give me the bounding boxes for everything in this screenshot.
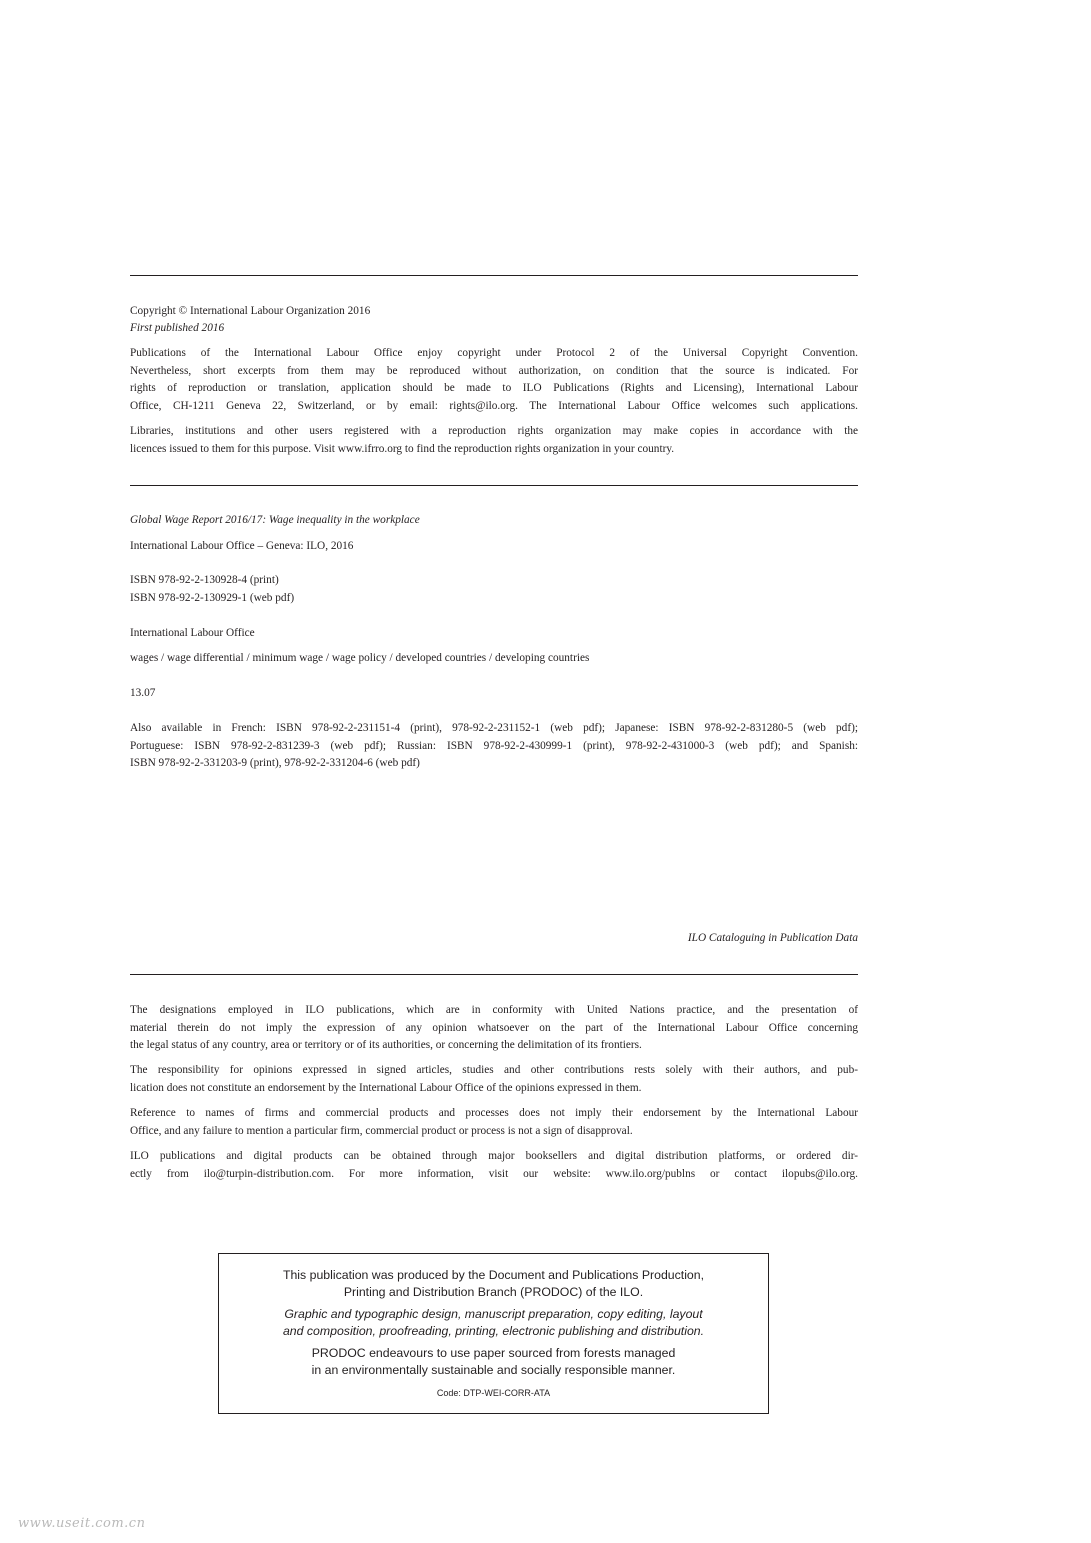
also-available-paragraph bbox=[130, 720, 858, 773]
classification-number: 13.07 bbox=[130, 687, 156, 699]
isbn-web: ISBN 978-92-2-130929-1 (web pdf) bbox=[130, 592, 295, 604]
prodoc-line: Printing and Distribution Branch (PRODOC) of the ILO. bbox=[343, 1285, 644, 1299]
first-published: First published 2016 bbox=[130, 322, 225, 334]
designations-line: the legal status of any country, area or territory or of its authorities, or concerning the delimitation of its frontiers. bbox=[130, 1039, 642, 1051]
distribution-line: ILO publications and digital products can be obtained through major booksellers and digital distribution platforms, or ordered dir- bbox=[130, 1150, 858, 1162]
responsibility-line: lication does not constitute an endorsement by the International Labour Office of the opinions expressed in them. bbox=[130, 1081, 642, 1094]
isbn-print: ISBN 978-92-2-130928-4 (print) bbox=[130, 574, 279, 586]
designations-line: material therein do not imply the expression of any opinion whatsoever on the part of the International Labour Office concerning bbox=[130, 1021, 858, 1034]
prodoc-services-line: Graphic and typographic design, manuscript preparation, copy editing, layout bbox=[284, 1307, 703, 1321]
also-available-line: ISBN 978-92-2-331203-9 (print), 978-92-2-331204-6 (web pdf) bbox=[130, 757, 420, 769]
copyright-para-line: Publications of the International Labour Office enjoy copyright under Protocol 2 of the Universal Copyright Convention. bbox=[130, 347, 858, 359]
copyright-para-line: rights of reproduction or translation, application should be made to ILO Publications (Rights and Licensing), International Labour bbox=[130, 382, 858, 394]
copyright-paragraph bbox=[130, 345, 858, 415]
rro-para-line: Libraries, institutions and other users registered with a reproduction rights organization may make copies in accordance with the bbox=[130, 425, 858, 437]
watermark: www.useit.com.cn bbox=[18, 1516, 146, 1531]
responsibility-paragraph bbox=[130, 1062, 858, 1097]
responsibility-line: The responsibility for opinions expressed in signed articles, studies and other contributions rests solely with their authors, and pub- bbox=[130, 1064, 858, 1076]
prodoc-paper-line: in an environmentally sustainable and socially responsible manner. bbox=[311, 1363, 676, 1377]
top-rule bbox=[130, 275, 858, 276]
distribution-paragraph bbox=[130, 1148, 858, 1183]
publication-title: Global Wage Report 2016/17: Wage inequality in the workplace bbox=[130, 514, 420, 526]
distribution-line: ectly from ilo@turpin-distribution.com. For more information, visit our website: www.ilo.org/publns or contact ilopubs@ilo.org. bbox=[130, 1167, 858, 1180]
cip-label: ILO Cataloguing in Publication Data bbox=[687, 932, 858, 944]
lower-rule bbox=[130, 974, 858, 975]
prodoc-box bbox=[218, 1253, 769, 1414]
firms-paragraph bbox=[130, 1105, 858, 1140]
prodoc-code: Code: DTP-WEI-CORR-ATA bbox=[436, 1388, 551, 1398]
rro-para-line: licences issued to them for this purpose. Visit www.ifrro.org to find the reproduction rights organization in your country. bbox=[130, 442, 675, 455]
publisher-line: International Labour Office – Geneva: ILO, 2016 bbox=[130, 540, 354, 552]
copyright-para-line: Office, CH-1211 Geneva 22, Switzerland, or by email: rights@ilo.org. The International Labour Office welcomes such applications. bbox=[130, 399, 858, 412]
designations-line: The designations employed in ILO publications, which are in conformity with United Nations practice, and the presentation of bbox=[130, 1004, 858, 1016]
firms-line: Office, and any failure to mention a particular firm, commercial product or process is not a sign of disapproval. bbox=[130, 1124, 633, 1137]
copyright-line: Copyright © International Labour Organization 2016 bbox=[130, 305, 371, 317]
subject-terms: wages / wage differential / minimum wage / wage policy / developed countries / developing countries bbox=[130, 652, 590, 664]
prodoc-paper-line: PRODOC endeavours to use paper sourced from forests managed bbox=[311, 1346, 676, 1360]
middle-rule bbox=[130, 485, 858, 486]
firms-line: Reference to names of firms and commercial products and processes does not imply their endorsement by the International Labour bbox=[130, 1107, 858, 1119]
rro-paragraph bbox=[130, 423, 858, 458]
designations-paragraph bbox=[130, 1002, 858, 1055]
prodoc-services-line: and composition, proofreading, printing, electronic publishing and distribution. bbox=[282, 1324, 705, 1338]
copyright-para-line: Nevertheless, short excerpts from them may be reproduced without authorization, on condition that the source is indicated. For bbox=[130, 364, 858, 377]
prodoc-line: This publication was produced by the Document and Publications Production, bbox=[282, 1268, 705, 1282]
corporate-author: International Labour Office bbox=[130, 627, 255, 639]
also-available-line: Portuguese: ISBN 978-92-2-831239-3 (web pdf); Russian: ISBN 978-92-2-430999-1 (print), 978-92-2-431000-3 (web pdf); and Spanish: bbox=[130, 739, 858, 752]
also-available-line: Also available in French: ISBN 978-92-2-231151-4 (print), 978-92-2-231152-1 (web pdf); Japanese: ISBN 978-92-2-831280-5 (web pdf); bbox=[130, 722, 858, 734]
